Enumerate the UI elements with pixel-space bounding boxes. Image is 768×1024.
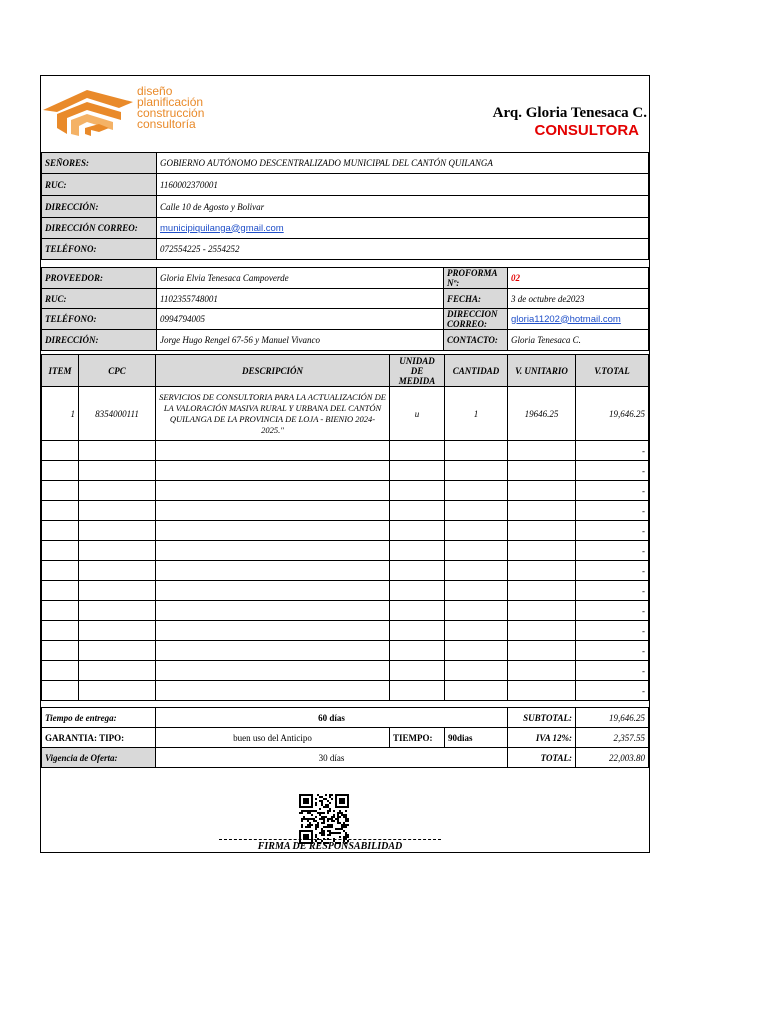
empty-cell [42,501,79,521]
empty-total-cell: - [576,501,649,521]
client-correo-label: DIRECCIÓN CORREO: [42,218,157,239]
empty-cell [42,661,79,681]
empty-total-cell: - [576,441,649,461]
empty-cell [390,601,445,621]
provider-table [41,267,649,351]
empty-total-cell: - [576,541,649,561]
provider-telefono-label: TELÉFONO: [42,309,157,330]
empty-cell [445,581,508,601]
senores-row [42,153,649,174]
logo-line-3: construcción [137,106,205,120]
proforma-document [40,75,650,853]
subtotal-label: SUBTOTAL: [508,708,576,728]
item-total: 19,646.25 [576,387,649,441]
client-telefono-value: 072554225 - 2554252 [157,239,649,260]
empty-total-cell: - [576,561,649,581]
total-label: TOTAL: [508,748,576,768]
empty-cell [42,641,79,661]
empty-cell [79,641,156,661]
firm-title: CONSULTORA [534,122,639,139]
header-unidad: UNIDAD DE MEDIDA [390,355,445,387]
header-total: V.TOTAL [576,355,649,387]
tiempo-value: 90dias [445,728,508,748]
proveedor-label: PROVEEDOR: [42,268,157,289]
contacto-value: Gloria Tenesaca C. [508,330,649,351]
empty-cell [79,461,156,481]
empty-total-cell: - [576,581,649,601]
empty-cell [390,581,445,601]
empty-cell [79,661,156,681]
empty-cell [156,661,390,681]
empty-cell [445,621,508,641]
client-ruc-row [42,174,649,196]
client-direccion-label: DIRECCIÓN: [42,196,157,218]
empty-cell [156,461,390,481]
empty-cell [156,621,390,641]
qr-code-icon [299,794,349,844]
empty-cell [445,661,508,681]
empty-cell [156,541,390,561]
client-direccion-row [42,196,649,218]
garantia-value: buen uso del Anticipo [156,728,390,748]
empty-cell [390,661,445,681]
empty-cell [508,521,576,541]
empty-item-row [42,561,649,581]
company-logo-icon [43,88,135,138]
empty-total-cell: - [576,681,649,701]
proveedor-value: Gloria Elvia Tenesaca Campoverde [157,268,444,289]
empty-cell [445,501,508,521]
vigencia-label: Vigencia de Oferta: [42,748,156,768]
empty-item-row [42,621,649,641]
client-telefono-row [42,239,649,260]
empty-cell [390,501,445,521]
client-email-link[interactable]: municipiquilanga@gmail.com [160,222,284,234]
logo-text [137,86,204,130]
empty-cell [42,681,79,701]
header-unitario: V. UNITARIO [508,355,576,387]
entrega-value: 60 días [156,708,508,728]
empty-cell [445,681,508,701]
entrega-row [42,708,649,728]
empty-cell [390,641,445,661]
empty-cell [79,441,156,461]
empty-cell [508,481,576,501]
entrega-label: Tiempo de entrega: [42,708,156,728]
signature-line [219,839,441,840]
empty-cell [42,621,79,641]
item-number: 1 [42,387,79,441]
empty-item-row [42,681,649,701]
empty-cell [79,481,156,501]
empty-cell [445,541,508,561]
provider-email-link[interactable]: gloria11202@hotmail.com [511,313,621,325]
logo-line-2: planificación [137,95,204,109]
item-unitario: 19646.25 [508,387,576,441]
empty-cell [390,541,445,561]
signature-label: FIRMA DE RESPONSABILIDAD [257,841,403,852]
empty-cell [79,501,156,521]
architect-name: Arq. Gloria Tenesaca C. [492,105,647,121]
empty-total-cell: - [576,461,649,481]
empty-cell [42,521,79,541]
empty-cell [390,561,445,581]
empty-cell [79,521,156,541]
empty-item-row [42,521,649,541]
client-direccion-value: Calle 10 de Agosto y Bolivar [157,196,649,218]
proveedor-row [42,268,649,289]
empty-cell [79,561,156,581]
empty-cell [42,441,79,461]
provider-telefono-row [42,309,649,330]
empty-cell [445,441,508,461]
empty-cell [42,601,79,621]
header-descripcion: DESCRIPCIÓN [156,355,390,387]
fecha-label: FECHA: [444,289,508,309]
empty-cell [445,561,508,581]
empty-cell [508,541,576,561]
iva-value: 2,357.55 [576,728,649,748]
logo-line-4: consultoría [137,117,196,131]
empty-cell [79,601,156,621]
empty-cell [156,521,390,541]
empty-total-cell: - [576,641,649,661]
tiempo-label: TIEMPO: [390,728,445,748]
empty-cell [508,461,576,481]
fecha-value: 3 de octubre de2023 [508,289,649,309]
client-table [41,152,649,260]
provider-direccion-label: DIRECCIÓN: [42,330,157,351]
empty-cell [508,641,576,661]
empty-item-row [42,461,649,481]
iva-label: IVA 12%: [508,728,576,748]
empty-rows [42,441,649,701]
empty-cell [508,441,576,461]
client-correo-row [42,218,649,239]
totals-table [41,707,649,768]
vigencia-value: 30 días [156,748,508,768]
empty-cell [156,601,390,621]
empty-item-row [42,601,649,621]
subtotal-value: 19,646.25 [576,708,649,728]
empty-cell [42,541,79,561]
empty-item-row [42,481,649,501]
empty-item-row [42,441,649,461]
empty-cell [508,661,576,681]
empty-cell [156,501,390,521]
empty-cell [390,441,445,461]
empty-cell [42,481,79,501]
empty-cell [508,681,576,701]
item-descripcion: SERVICIOS DE CONSULTORIA PARA LA ACTUALIZACIÓN DE LA VALORACIÓN MASIVA RURAL Y URBANA DEL CANTÓN QUILANGA DE LA PROVINCIA DE LOJA - BIENIO 2024-2025." [156,387,390,441]
empty-total-cell: - [576,621,649,641]
empty-cell [445,481,508,501]
logo-line-1: diseño [137,84,173,98]
header-cantidad: CANTIDAD [445,355,508,387]
item-unidad: u [390,387,445,441]
provider-ruc-row [42,289,649,309]
empty-cell [156,641,390,661]
empty-cell [156,581,390,601]
empty-cell [42,461,79,481]
empty-cell [42,561,79,581]
empty-cell [508,561,576,581]
empty-cell [156,481,390,501]
proforma-value: 02 [508,268,649,289]
empty-cell [79,621,156,641]
empty-cell [390,481,445,501]
empty-cell [156,441,390,461]
empty-cell [445,601,508,621]
senores-value: GOBIERNO AUTÓNOMO DESCENTRALIZADO MUNICIPAL DEL CANTÓN QUILANGA [157,153,649,174]
empty-item-row [42,541,649,561]
contacto-label: CONTACTO: [444,330,508,351]
empty-cell [390,681,445,701]
header-item: ITEM [42,355,79,387]
empty-item-row [42,641,649,661]
empty-total-cell: - [576,601,649,621]
provider-direccion-value: Jorge Hugo Rengel 67-56 y Manuel Vivanco [157,330,444,351]
provider-ruc-value: 1102355748001 [157,289,444,309]
vigencia-row [42,748,649,768]
empty-total-cell: - [576,521,649,541]
empty-total-cell: - [576,481,649,501]
empty-cell [445,521,508,541]
empty-cell [79,541,156,561]
empty-cell [508,621,576,641]
total-value: 22,003.80 [576,748,649,768]
provider-telefono-value: 0994794005 [157,309,444,330]
client-ruc-value: 1160002370001 [157,174,649,196]
empty-cell [390,461,445,481]
item-cpc: 8354000111 [79,387,156,441]
empty-total-cell: - [576,661,649,681]
proforma-label: PROFORMA Nº: [444,268,508,289]
provider-correo-label: DIRECCION CORREO: [444,309,508,330]
empty-cell [508,601,576,621]
empty-cell [508,581,576,601]
empty-item-row [42,501,649,521]
empty-cell [79,581,156,601]
empty-cell [42,581,79,601]
empty-cell [156,561,390,581]
items-table [41,354,649,701]
empty-cell [508,501,576,521]
items-header-row [42,355,649,387]
empty-item-row [42,661,649,681]
item-cantidad: 1 [445,387,508,441]
senores-label: SEÑORES: [42,153,157,174]
client-telefono-label: TELÉFONO: [42,239,157,260]
garantia-label: GARANTIA: TIPO: [42,728,156,748]
empty-cell [445,461,508,481]
provider-direccion-row [42,330,649,351]
empty-cell [445,641,508,661]
empty-cell [390,621,445,641]
empty-cell [390,521,445,541]
empty-cell [79,681,156,701]
empty-cell [156,681,390,701]
provider-ruc-label: RUC: [42,289,157,309]
header-cpc: CPC [79,355,156,387]
empty-item-row [42,581,649,601]
client-ruc-label: RUC: [42,174,157,196]
item-row-1 [42,387,649,441]
garantia-row [42,728,649,748]
